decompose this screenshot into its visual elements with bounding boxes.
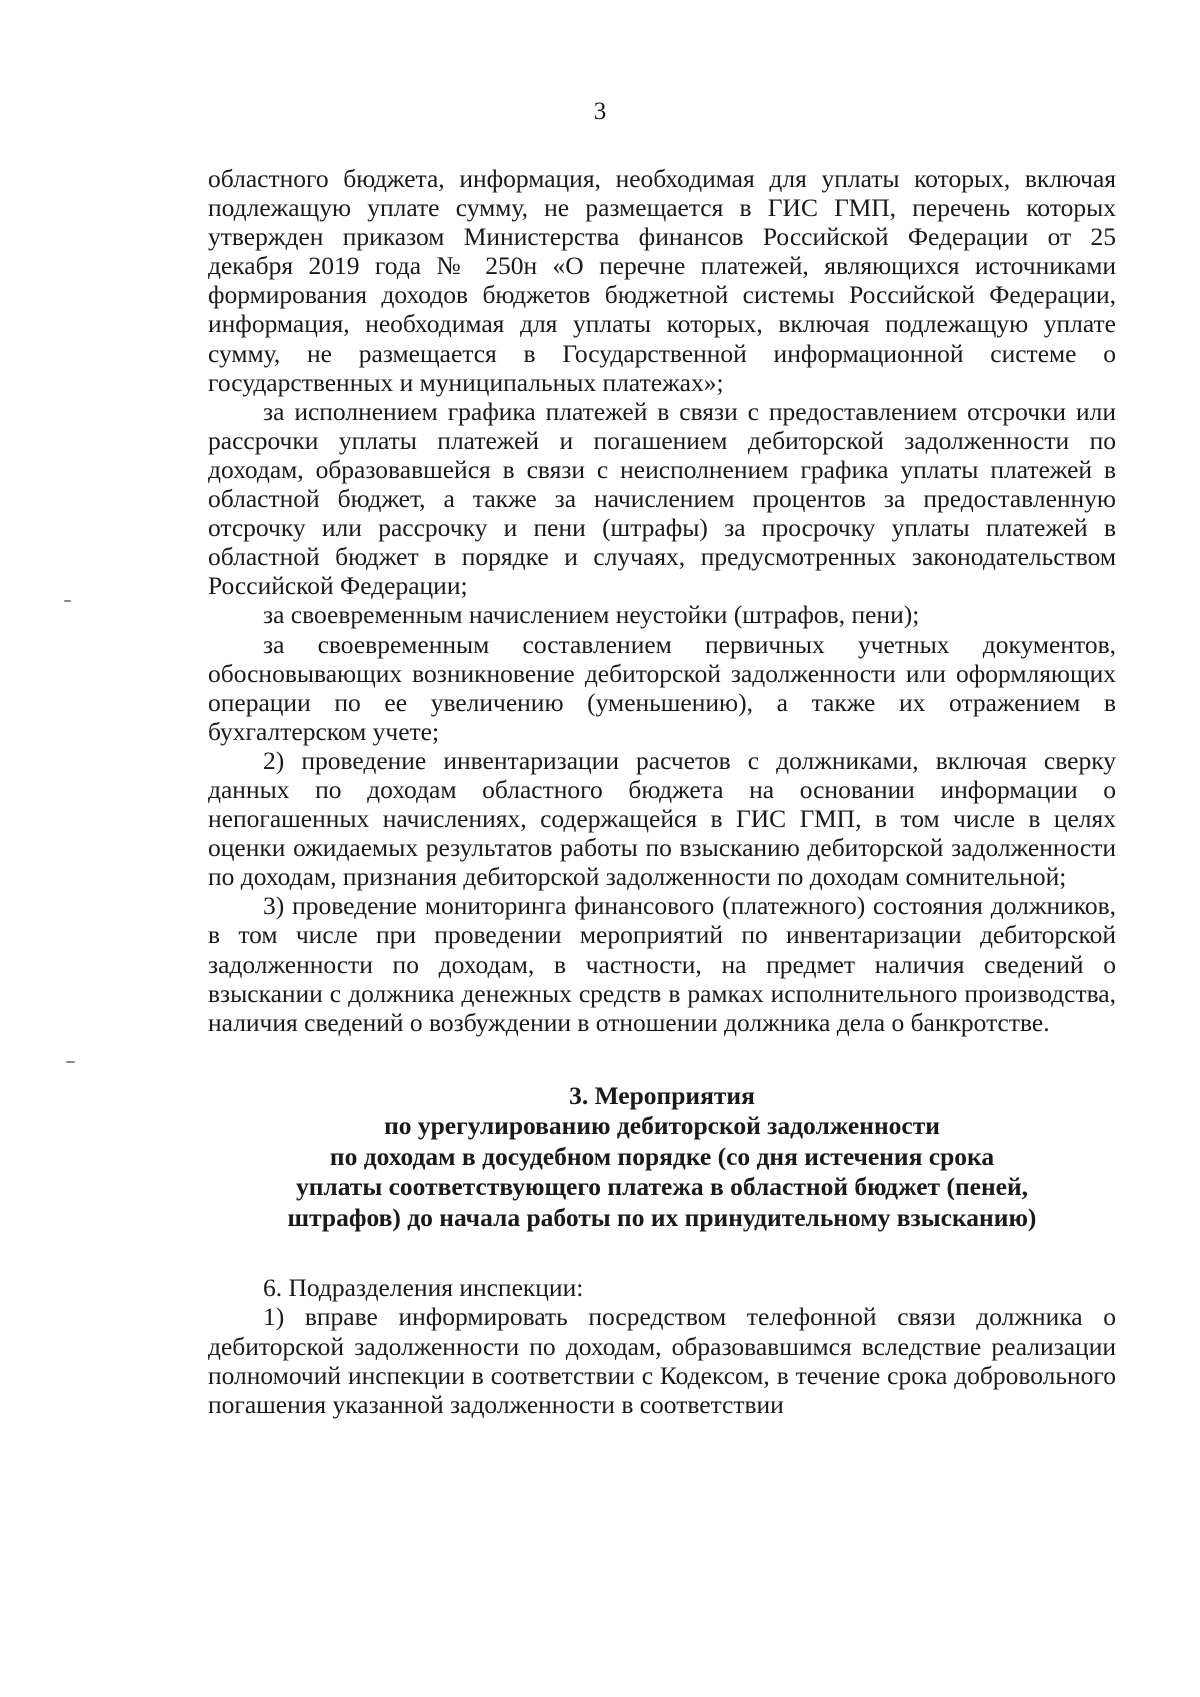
margin-scan-mark <box>66 1061 75 1063</box>
paragraph-primary-documents: за своевременным составлением первичных учетных документов, обосновывающих возникновение дебиторской задолженности или оформляющих операции по ее увеличению (уменьшению), а также их отражением в бухгалтерском учете; <box>208 629 1116 746</box>
section-heading-line: по урегулированию дебиторской задолженности <box>384 1111 940 1141</box>
margin-scan-mark <box>64 600 71 602</box>
paragraph-phone-notification: 1) вправе информировать посредством телефонной связи должника о дебиторской задолженности по доходам, образовавшимся вследствие реализации полномочий инспекции в соответствии с Кодексом, в течение срока добровольного погашения указанной задолженности в соответствии <box>208 1302 1116 1419</box>
section-heading-line: уплаты соответствующего платежа в областной бюджет (пеней, <box>295 1172 1029 1202</box>
paragraph-departments: 6. Подразделения инспекции: <box>263 1273 584 1303</box>
paragraph-monitoring: 3) проведение мониторинга финансового (платежного) состояния должников, в том числе при проведении мероприятий по инвентаризации дебиторской задолженности по доходам, в частности, на предмет наличия сведений о взыскании с должника денежных средств в рамках исполнительного производства, наличия сведений о возбуждении в отношении должника дела о банкротстве. <box>208 891 1116 1037</box>
document-body <box>208 164 1116 1419</box>
page-number: 3 <box>593 98 607 125</box>
section-heading <box>208 1081 1116 1234</box>
section-heading-line: штрафов) до начала работы по их принудительному взысканию) <box>287 1202 1037 1232</box>
section-heading-line: по доходам в досудебном порядке (со дня истечения срока <box>329 1141 995 1171</box>
section-heading-title: 3. Мероприятия <box>569 1080 755 1110</box>
paragraph-penalty-accrual: за своевременным начислением неустойки (штрафов, пени); <box>263 600 920 630</box>
paragraph-payment-schedule: за исполнением графика платежей в связи с предоставлением отсрочки или рассрочки уплаты платежей и погашением дебиторской задолженности по доходам, образовавшейся в связи с неисполнением графика уплаты платежей в областной бюджет, а также за начислением процентов за предоставленную отсрочку или рассрочку и пени (штрафы) за просрочку уплаты платежей в областной бюджет в порядке и случаях, предусмотренных законодательством Российской Федерации; <box>208 396 1116 601</box>
paragraph-inventory: 2) проведение инвентаризации расчетов с должниками, включая сверку данных по доходам областного бюджета на основании информации о непогашенных начислениях, содержащейся в ГИС ГМП, в том числе в целях оценки ожидаемых результатов работы по взысканию дебиторской задолженности по доходам, признания дебиторской задолженности по доходам сомнительной; <box>208 745 1116 892</box>
paragraph-continuation: областного бюджета, информация, необходимая для уплаты которых, включая подлежащую уплате сумму, не размещается в ГИС ГМП, перечень которых утвержден приказом Министерства финансов Российской Федерации от 25 декабря 2019 года № 250н «О перечне платежей, являющихся источниками формирования доходов бюджетов бюджетной системы Российской Федерации, информация, необходимая для уплаты которых, включая подлежащую уплате сумму, не размещается в Государственной информационной системе о государственных и муниципальных платежах»; <box>208 164 1116 397</box>
